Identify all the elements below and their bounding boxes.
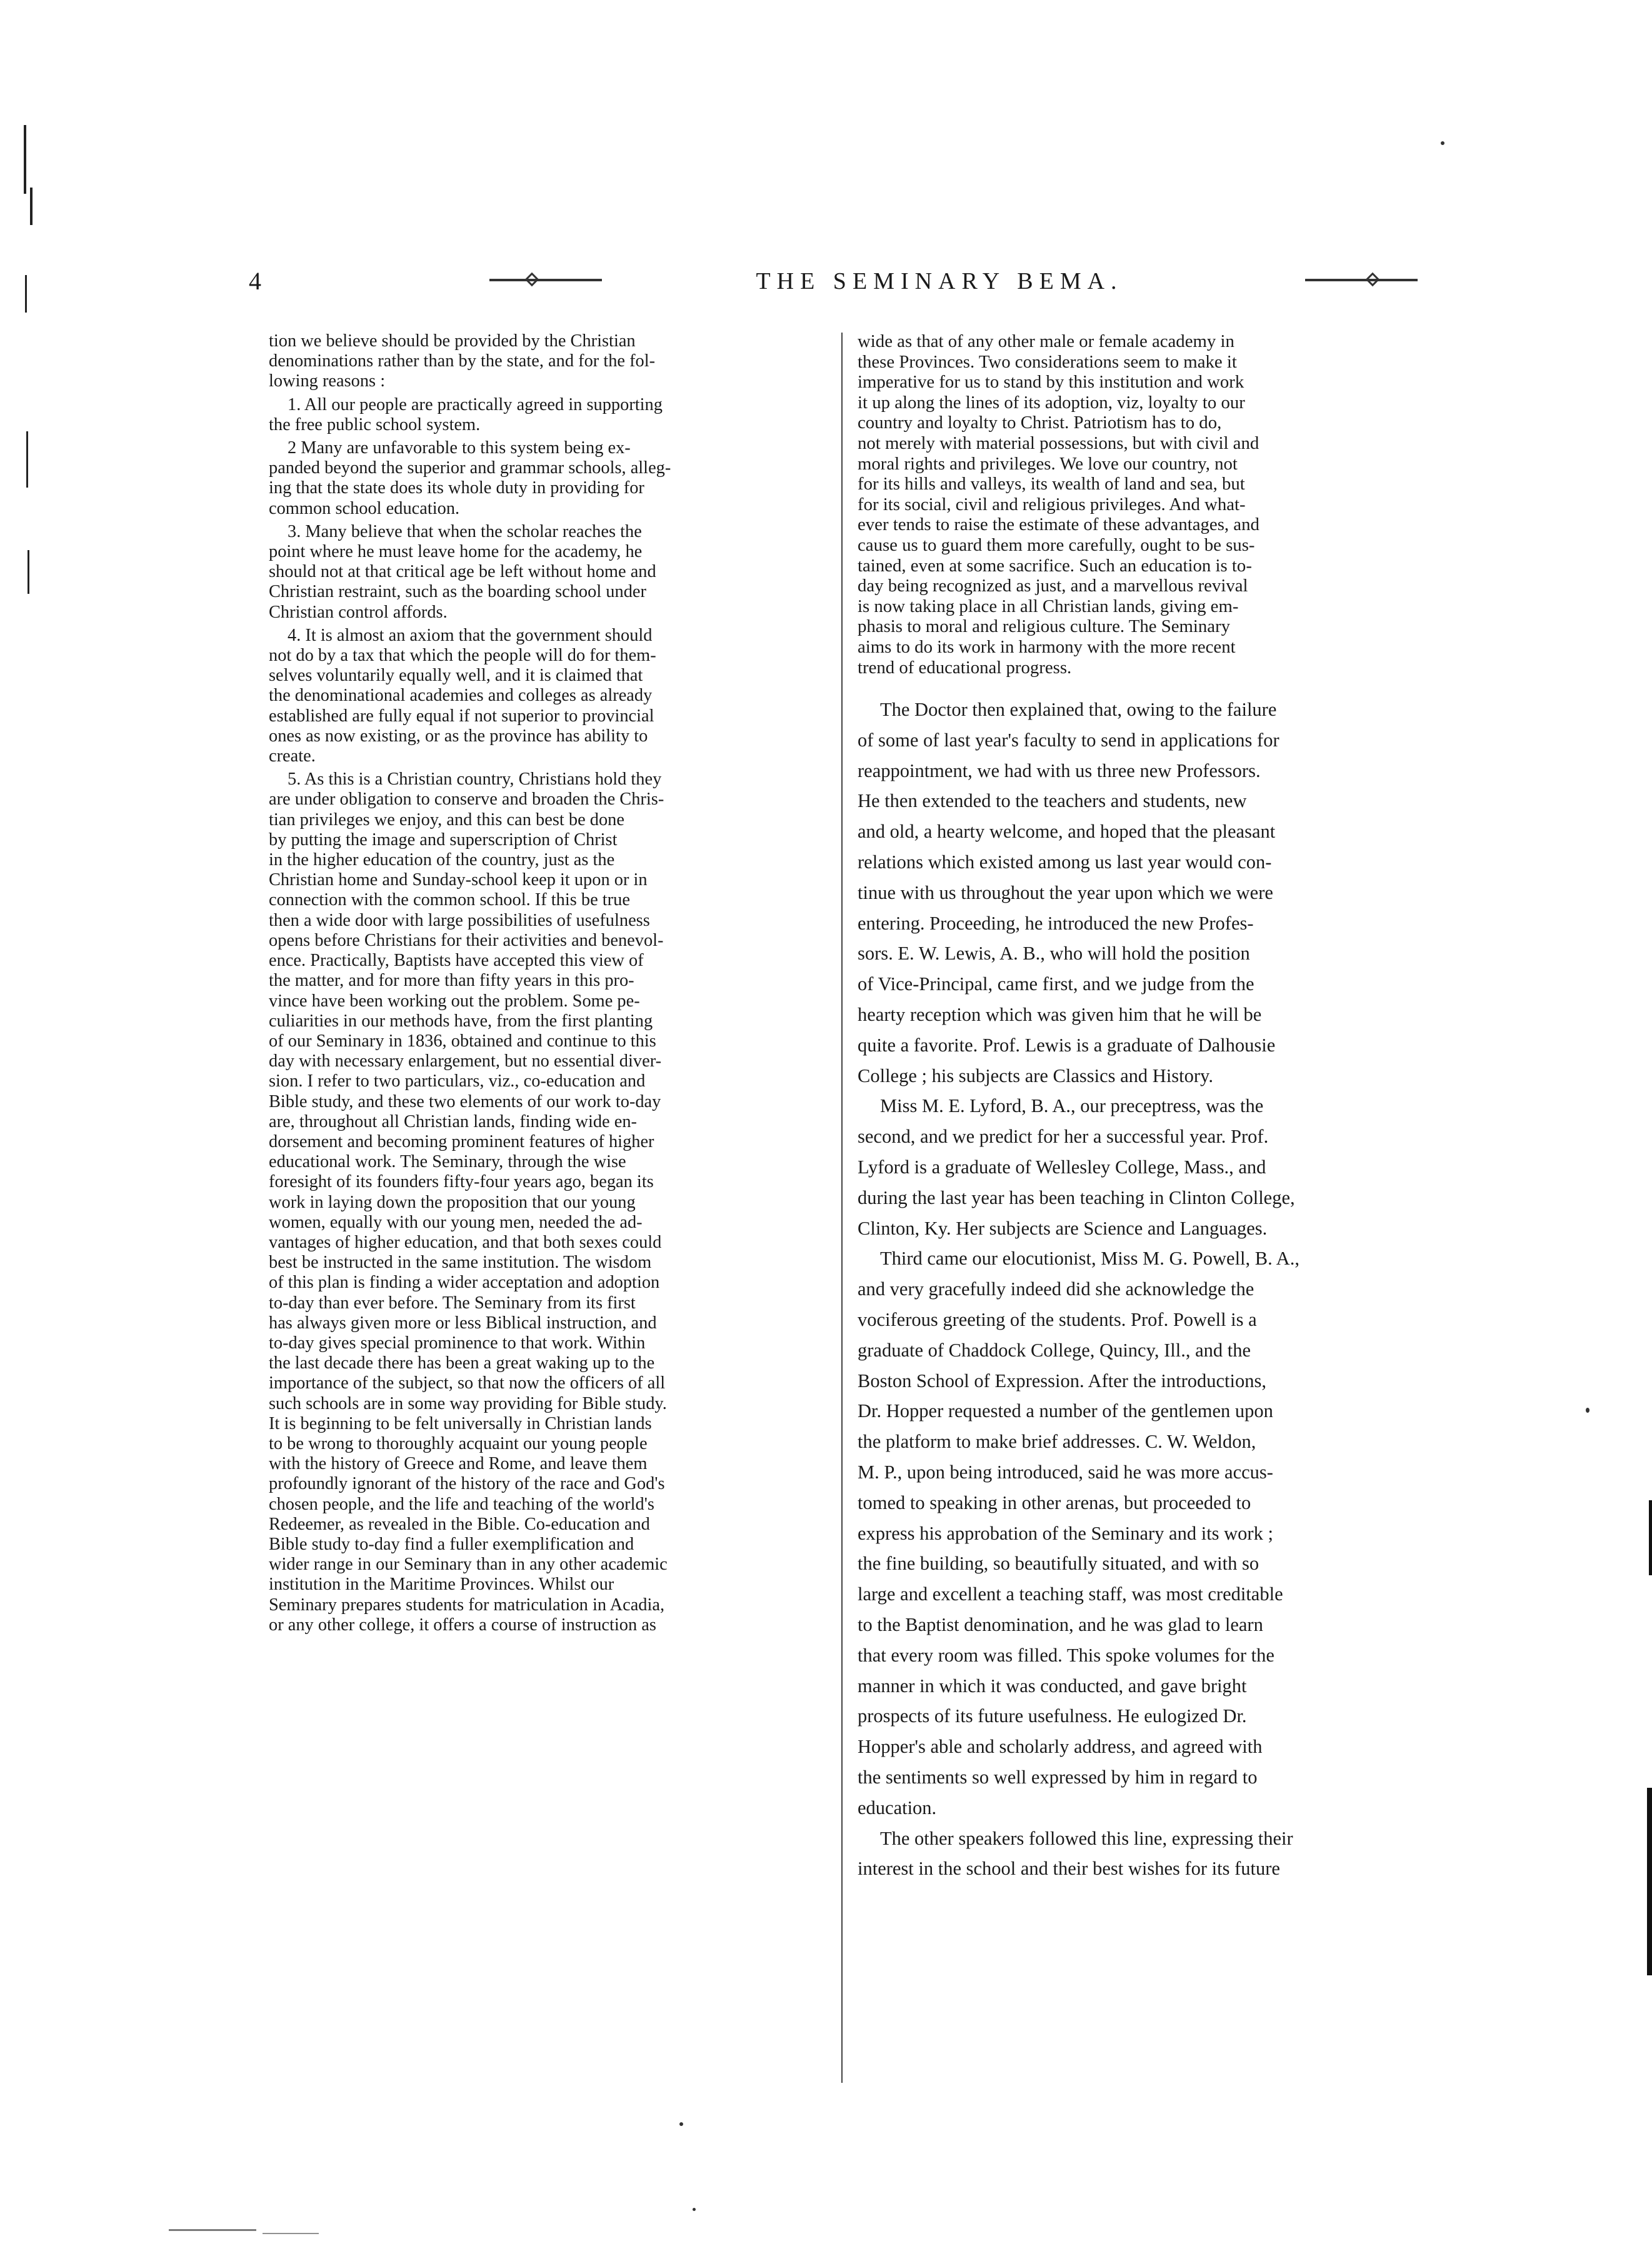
header-ornament-right <box>1305 279 1418 281</box>
left-lead-paragraph: tion we believe should be provided by the Christian denominations rather than by the state, and for the fol- lowing reasons : <box>269 331 656 391</box>
running-title: THE SEMINARY BEMA. <box>756 268 1123 294</box>
reason-item-3: 3. Many believe that when the scholar reaches the point where he must leave home for the academy, he should not at that critical age be left without home and Christian restraint, such as the boarding school under Christian control affords. <box>269 521 656 622</box>
running-header <box>249 266 1474 304</box>
right-column <box>858 331 1448 1884</box>
left-column <box>269 331 826 1635</box>
scan-speck <box>1441 141 1444 145</box>
scan-edge-mark <box>24 125 26 194</box>
scan-speck <box>693 2208 696 2211</box>
scan-right-edge <box>1649 1500 1652 1575</box>
right-paragraph-4: Third came our elocutionist, Miss M. G. Powell, B. A., and very gracefully indeed did she acknowledge the vociferous greeting of the students. Prof. Powell is a graduate of Chaddock College, Quincy, Ill., and the Boston School of Expression. After the introductions, Dr. Hopper requested a number of the gentlemen upon the platform to make brief addresses. C. W. Weldon, M. P., upon being introduced, said he was more accus- tomed to speaking in other arenas, but proceeded to express his approbation of the Seminary and its work ; the fine building, so beautifully situated, and with so large and excellent a teaching staff, was most creditable to the Baptist denomination, and he was glad to learn that every room was filled. This spoke volumes for the manner in which it was conducted, and gave bright prospects of its future usefulness. He eulogized Dr. Hopper's able and scholarly address, and agreed with the sentiments so well expressed by him in regard to education. <box>858 1248 1299 1818</box>
scan-edge-mark <box>26 431 28 488</box>
reason-item-4: 4. It is almost an axiom that the government should not do by a tax that which the people will do for them- selves voluntarily equally well, and it is claimed that the denominational academies and colleges as already established are fully equal if not superior to provincial ones as now existing, or as the province has ability to create. <box>269 625 656 766</box>
scan-smudge <box>263 2233 319 2234</box>
reason-item-2: 2 Many are unfavorable to this system being ex- panded beyond the superior and grammar schools, alleg- ing that the state does its whole duty in providing for common school education. <box>269 438 671 518</box>
reason-item-5: 5. As this is a Christian country, Christians hold they are under obligation to conserve and broaden the Chris- tian privileges we enjoy, and this can best be done by putting the image and superscription of Christ in the higher education of the country, just as the Christian home and Sunday-school keep it upon or in connection with the common school. If this be true then a wide door with large possibilities of usefulness opens before Christians for their activities and benevol- ence. Practically, Baptists have accepted this view of the matter, and for more than fifty years in this pro- vince have been working out the problem. Some pe- culiarities in our methods have, from the first planting of our Seminary in 1836, obtained and continue to this day with necessary enlargement, but no essential diver- sion. I refer to two particulars, viz., co-education and Bible study, and these two elements of our work to-day are, throughout all Christian lands, finding wide en- dorsement and becoming prominent features of higher educational work. The Seminary, through the wise foresight of its founders fifty-four years ago, began its work in laying down the proposition that our young women, equally with our young men, needed the ad- vantages of higher education, and that both sexes could best be instructed in the same institution. The wisdom of this plan is finding a wider acceptation and adoption to-day than ever before. The Seminary from its first has always given more or less Biblical instruction, and to-day gives special prominence to that work. Within the last decade there has been a great waking up to the importance of the subject, so that now the officers of all such schools are in some way providing for Bible study. It is beginning to be felt universally in Christian lands to be wrong to thoroughly acquaint our young people with the history of Greece and Rome, and leave them profoundly ignorant of the history of the race and God's chosen people, and the life and teaching of the world's Redeemer, as revealed in the Bible. Co-education and Bible study to-day find a fuller exemplification and wider range in our Seminary than in any other academic institution in the Maritime Provinces. Whilst our Seminary prepares students for matriculation in Acadia, or any other college, it offers a course of instruction as <box>269 770 668 1635</box>
right-paragraph-5: The other speakers followed this line, expressing their interest in the school and their best wishes for its future <box>858 1827 1293 1880</box>
scan-speck <box>1586 1408 1589 1413</box>
scan-edge-mark <box>30 188 33 225</box>
scan-smudge <box>169 2229 256 2231</box>
scan-edge-mark <box>28 550 29 594</box>
scan-speck <box>679 2122 683 2126</box>
right-paragraph-3: Miss M. E. Lyford, B. A., our preceptress, was the second, and we predict for her a successful year. Prof. Lyford is a graduate of Wellesley College, Mass., and during the last year has been teaching in Clinton College, Clinton, Ky. Her subjects are Science and Languages. <box>858 1095 1295 1239</box>
right-paragraph-2: The Doctor then explained that, owing to the failure of some of last year's faculty to send in applications for reappointment, we had with us three new Professors. He then extended to the teachers and students, new and old, a hearty welcome, and hoped that the pleasant relations which existed among us last year would con- tinue with us throughout the year upon which we were entering. Proceeding, he introduced the new Profes- sors. E. W. Lewis, A. B., who will hold the position of Vice-Principal, came first, and we judge from the hearty reception which was given him that he will be quite a favorite. Prof. Lewis is a graduate of Dalhousie College ; his subjects are Classics and History. <box>858 699 1279 1086</box>
page-number: 4 <box>249 267 261 295</box>
scan-edge-mark <box>25 275 27 313</box>
header-ornament-left <box>489 279 602 281</box>
reason-item-1: 1. All our people are practically agreed in supporting the free public school system. <box>269 394 663 434</box>
column-rule <box>841 333 843 2083</box>
right-paragraph-1: wide as that of any other male or female academy in these Provinces. Two considerations seem to make it imperative for us to stand by this institution and work it up along the lines of its adoption, viz, loyalty to our country and loyalty to Christ. Patriotism has to do, not merely with material possessions, but with civil and moral rights and privileges. We love our country, not for its hills and valleys, its wealth of land and sea, but for its social, civil and religious privileges. And what- ever tends to raise the estimate of these advantages, and cause us to guard them more carefully, ought to be sus- tained, even at some sacrifice. Such an education is to- day being recognized as just, and a marvellous revival is now taking place in all Christian lands, giving em- phasis to moral and religious culture. The Seminary aims to do its work in harmony with the more recent trend of educational progress. <box>858 331 1259 678</box>
scan-right-edge <box>1647 1788 1652 1975</box>
